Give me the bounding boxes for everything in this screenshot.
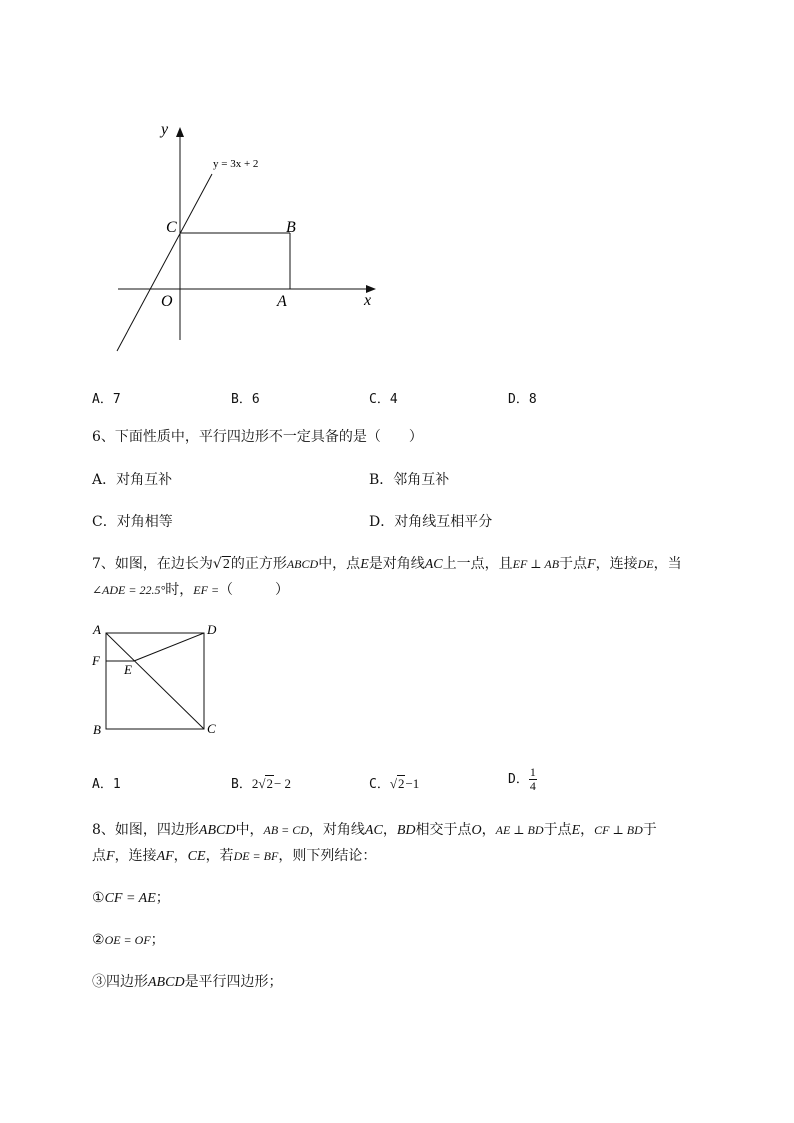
q7-option-b[interactable] — [231, 773, 291, 792]
q8-ae-perp-expr: AE ⊥ BD — [495, 823, 544, 837]
q7-text-1: 7、如图，在边长为 — [92, 556, 213, 572]
point-o-label: O — [161, 293, 173, 310]
conclusion-2-end: ； — [150, 932, 165, 948]
conclusion-3-expr: ABCD — [148, 975, 185, 990]
q7-stem-line2 — [92, 581, 289, 599]
conclusion-3-mark: ③四边形 — [92, 974, 148, 990]
q8-conclusion-3 — [92, 973, 283, 992]
q7-diagonal-ac: AC — [424, 557, 443, 572]
q7-text-4: 是对角线 — [368, 556, 425, 572]
q7-point-e: E — [360, 557, 369, 572]
sqrt-symbol: √ — [389, 776, 397, 791]
q8-text-2: 中， — [235, 822, 264, 838]
point-a-label: A — [277, 293, 287, 310]
q7-option-c-prefix: C． — [369, 777, 390, 792]
q8-text-3: ，对角线 — [308, 822, 365, 838]
q7-option-c-tail: −1 — [405, 776, 420, 791]
q7-text-6: 于点 — [559, 556, 588, 572]
q7-option-b-prefix: B． — [231, 777, 252, 792]
q7-option-b-radicand: 2 — [266, 776, 273, 791]
conclusion-2-expr: OE = OF — [104, 933, 151, 947]
q7-option-d-fraction — [529, 766, 537, 793]
q8-conclusion-2 — [92, 931, 165, 949]
q8-text-1: 8、如图，四边形 — [92, 822, 199, 838]
conclusion-3-end: 是平行四边形； — [184, 974, 283, 990]
q7-option-c-radicand: 2 — [397, 776, 405, 791]
coordinate-figure — [100, 110, 390, 360]
q5-option-c[interactable]: C．4 — [369, 392, 398, 407]
q7-ef-expr: EF = — [193, 583, 220, 597]
q6-option-a[interactable]: A．对角互补 — [92, 472, 173, 488]
q7-perp-expr: EF ⊥ AB — [512, 557, 560, 571]
q6-stem: 6、下面性质中，平行四边形不一定具备的是（ ） — [92, 429, 423, 445]
q5-option-b[interactable]: B．6 — [231, 392, 260, 407]
q8-text-4: ， — [382, 822, 397, 838]
q7-text-7: ，连接 — [595, 556, 638, 572]
fig2-label-d: D — [207, 622, 217, 637]
y-axis-label: y — [161, 121, 169, 138]
segment-de — [134, 633, 204, 661]
q7-option-b-tail: − 2 — [273, 776, 292, 791]
q7-text-3: 中，点 — [318, 556, 361, 572]
fraction-denominator: 4 — [529, 779, 536, 793]
q7-sqrt-value: 2 — [222, 557, 230, 572]
q8-cf-perp-expr: CF ⊥ BD — [594, 823, 643, 837]
q7-option-b-coef: 2 — [251, 776, 259, 791]
q8-text-5: 相交于点 — [415, 822, 472, 838]
q8-line2-text-3: ， — [173, 848, 188, 864]
conclusion-2-mark: ② — [92, 932, 105, 948]
diagonal-ac — [106, 633, 204, 729]
q7-stem-line1 — [92, 555, 682, 574]
q7-option-c[interactable] — [369, 773, 419, 792]
q8-line2-text-2: ，连接 — [114, 848, 157, 864]
conclusion-1-end: ； — [155, 890, 170, 906]
conclusion-1-mark: ① — [92, 890, 105, 906]
q7-segment-de: DE — [637, 557, 654, 571]
x-axis-label: x — [364, 292, 372, 309]
q6-option-d[interactable]: D．对角线互相平分 — [369, 514, 493, 530]
square-figure — [88, 620, 228, 740]
q8-stem-line2 — [92, 847, 376, 866]
q8-quad-name: ABCD — [198, 823, 236, 838]
q8-text-6: ， — [481, 822, 496, 838]
q8-ab-cd-expr: AB = CD — [263, 823, 309, 837]
q8-segment-ce: CE — [187, 849, 206, 864]
q8-segment-af: AF — [156, 849, 174, 864]
sqrt-symbol: √ — [212, 556, 222, 572]
q7-square-name: ABCD — [286, 557, 319, 571]
q5-option-a[interactable]: A．7 — [92, 392, 121, 407]
q8-text-9: 于 — [642, 822, 657, 838]
fig2-label-c: C — [207, 721, 216, 736]
point-b-label: B — [286, 219, 296, 236]
q6-option-c[interactable]: C．对角相等 — [92, 514, 173, 530]
q7-option-d-prefix: D． — [508, 772, 529, 787]
q7-option-d[interactable] — [508, 766, 537, 793]
q8-line2-text-4: ，若 — [205, 848, 234, 864]
fig2-label-f: F — [92, 653, 100, 668]
fig2-label-b: B — [93, 722, 101, 737]
q8-text-7: 于点 — [543, 822, 572, 838]
q8-de-bf-expr: DE = BF — [233, 849, 279, 863]
q7-text-2: 的正方形 — [230, 556, 287, 572]
line-equation-label: y = 3x + 2 — [213, 158, 259, 170]
fraction-numerator: 1 — [529, 765, 536, 779]
q7-option-a[interactable]: A．1 — [92, 777, 121, 792]
function-line — [117, 174, 212, 351]
q8-line2-text-5: ，则下列结论： — [278, 848, 377, 864]
q8-diagonal-ac: AC — [364, 823, 383, 838]
q7-text-10: （ ） — [219, 582, 290, 598]
y-axis-arrow-icon — [176, 127, 184, 137]
q7-text-9: 时， — [165, 582, 194, 598]
q8-point-f: F — [106, 849, 115, 864]
q7-point-f: F — [587, 557, 596, 572]
point-c-label: C — [166, 219, 177, 236]
q8-line2-text-1: 点 — [92, 848, 106, 864]
q7-text-8: ，当 — [653, 556, 682, 572]
q7-text-5: 上一点，且 — [442, 556, 513, 572]
q8-point-e: E — [571, 823, 581, 838]
fig2-label-a: A — [93, 622, 101, 637]
q6-option-b[interactable]: B．邻角互补 — [369, 472, 450, 488]
q8-text-8: ， — [580, 822, 595, 838]
q8-conclusion-1 — [92, 889, 170, 908]
q7-angle-expr: ∠ADE = 22.5° — [92, 583, 166, 597]
q8-stem-line1 — [92, 821, 657, 840]
q8-diagonal-bd: BD — [396, 823, 416, 838]
sqrt-symbol: √ — [258, 776, 266, 791]
q5-option-d[interactable]: D．8 — [508, 392, 537, 407]
conclusion-1-expr: CF = AE — [104, 891, 156, 906]
q8-point-o: O — [471, 823, 482, 838]
fig2-label-e: E — [124, 662, 132, 677]
